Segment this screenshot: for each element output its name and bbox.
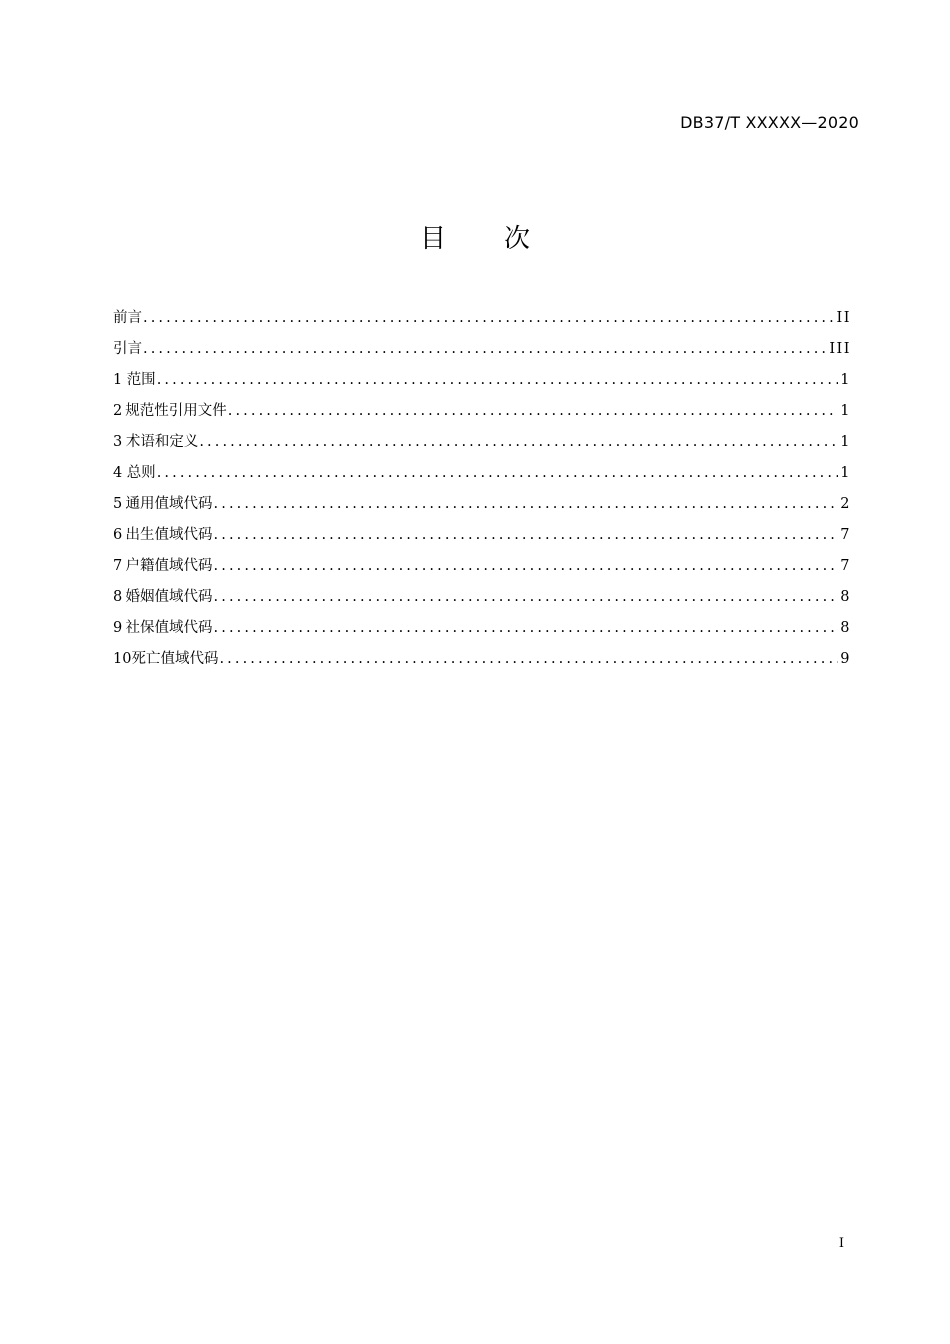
toc-leader-dots [219, 647, 838, 671]
toc-entry-page: 1 [840, 372, 851, 388]
toc-entry-number: 5 [113, 496, 123, 512]
toc-entry-label: 婚姻值域代码 [125, 589, 213, 605]
toc-leader-dots [157, 368, 839, 392]
toc-entry-number: 3 [113, 434, 123, 450]
toc-entry-label: 社保值域代码 [125, 620, 213, 636]
toc-entry-1[interactable] [113, 368, 851, 399]
toc-entry-number: 10 [113, 651, 132, 667]
toc-title-char-2: 次 [504, 224, 531, 254]
toc-entry-2[interactable] [113, 399, 851, 430]
toc-entry-page: 7 [840, 558, 851, 574]
toc-entry-label: 范围 [126, 372, 156, 388]
toc-entry-label: 总则 [126, 465, 156, 481]
toc-leader-dots [214, 585, 839, 609]
toc-leader-dots [143, 306, 835, 330]
page-number: I [838, 1236, 844, 1251]
toc-entry-page: 8 [840, 620, 851, 636]
toc-entry-label: 通用值域代码 [125, 496, 213, 512]
toc-entry-label: 户籍值域代码 [125, 558, 213, 574]
toc-leader-dots [214, 554, 839, 578]
toc-leader-dots [214, 616, 839, 640]
toc-entry-page: 1 [840, 434, 851, 450]
toc-entry-label: 引言 [113, 341, 142, 357]
toc-leader-dots [214, 492, 839, 516]
toc-entry-page: 1 [840, 465, 851, 481]
toc-entry-introduction[interactable] [113, 337, 851, 368]
toc-entry-label: 规范性引用文件 [125, 403, 227, 419]
toc-entry-number: 8 [113, 589, 123, 605]
toc-entry-page: 2 [840, 496, 851, 512]
toc-leader-dots [214, 523, 839, 547]
toc-entry-4[interactable] [113, 461, 851, 492]
toc-leader-dots [199, 430, 838, 454]
toc-entry-3[interactable] [113, 430, 851, 461]
toc-entry-number: 4 [113, 465, 123, 481]
toc-entry-page: 8 [840, 589, 851, 605]
toc-leader-dots [228, 399, 839, 423]
toc-entry-label: 前言 [113, 310, 142, 326]
toc-entry-page: 9 [840, 651, 851, 667]
toc-entry-label: 死亡值域代码 [131, 651, 219, 667]
toc-entry-page: II [836, 310, 851, 326]
toc-entry-9[interactable] [113, 616, 851, 647]
toc-entry-label: 出生值域代码 [125, 527, 213, 543]
toc-leader-dots [157, 461, 839, 485]
toc-leader-dots [143, 337, 827, 361]
toc-entry-6[interactable] [113, 523, 851, 554]
toc-entry-number: 9 [113, 620, 123, 636]
toc-entry-7[interactable] [113, 554, 851, 585]
toc-entry-number: 7 [113, 558, 123, 574]
toc-entry-label: 术语和定义 [125, 434, 199, 450]
toc-entry-page: III [829, 341, 851, 357]
toc-entry-10[interactable] [113, 647, 851, 678]
toc-entry-page: 7 [840, 527, 851, 543]
toc-entry-number: 2 [113, 403, 123, 419]
toc-entry-8[interactable] [113, 585, 851, 616]
toc-entry-number: 6 [113, 527, 123, 543]
toc-entry-5[interactable] [113, 492, 851, 523]
standard-code: DB37/T XXXXX—2020 [680, 113, 859, 132]
toc-title [0, 218, 950, 255]
toc-entry-page: 1 [840, 403, 851, 419]
toc-title-char-1: 目 [419, 224, 446, 254]
toc-entry-number: 1 [113, 372, 123, 388]
toc-entry-foreword[interactable] [113, 306, 851, 337]
toc-list [113, 306, 851, 678]
